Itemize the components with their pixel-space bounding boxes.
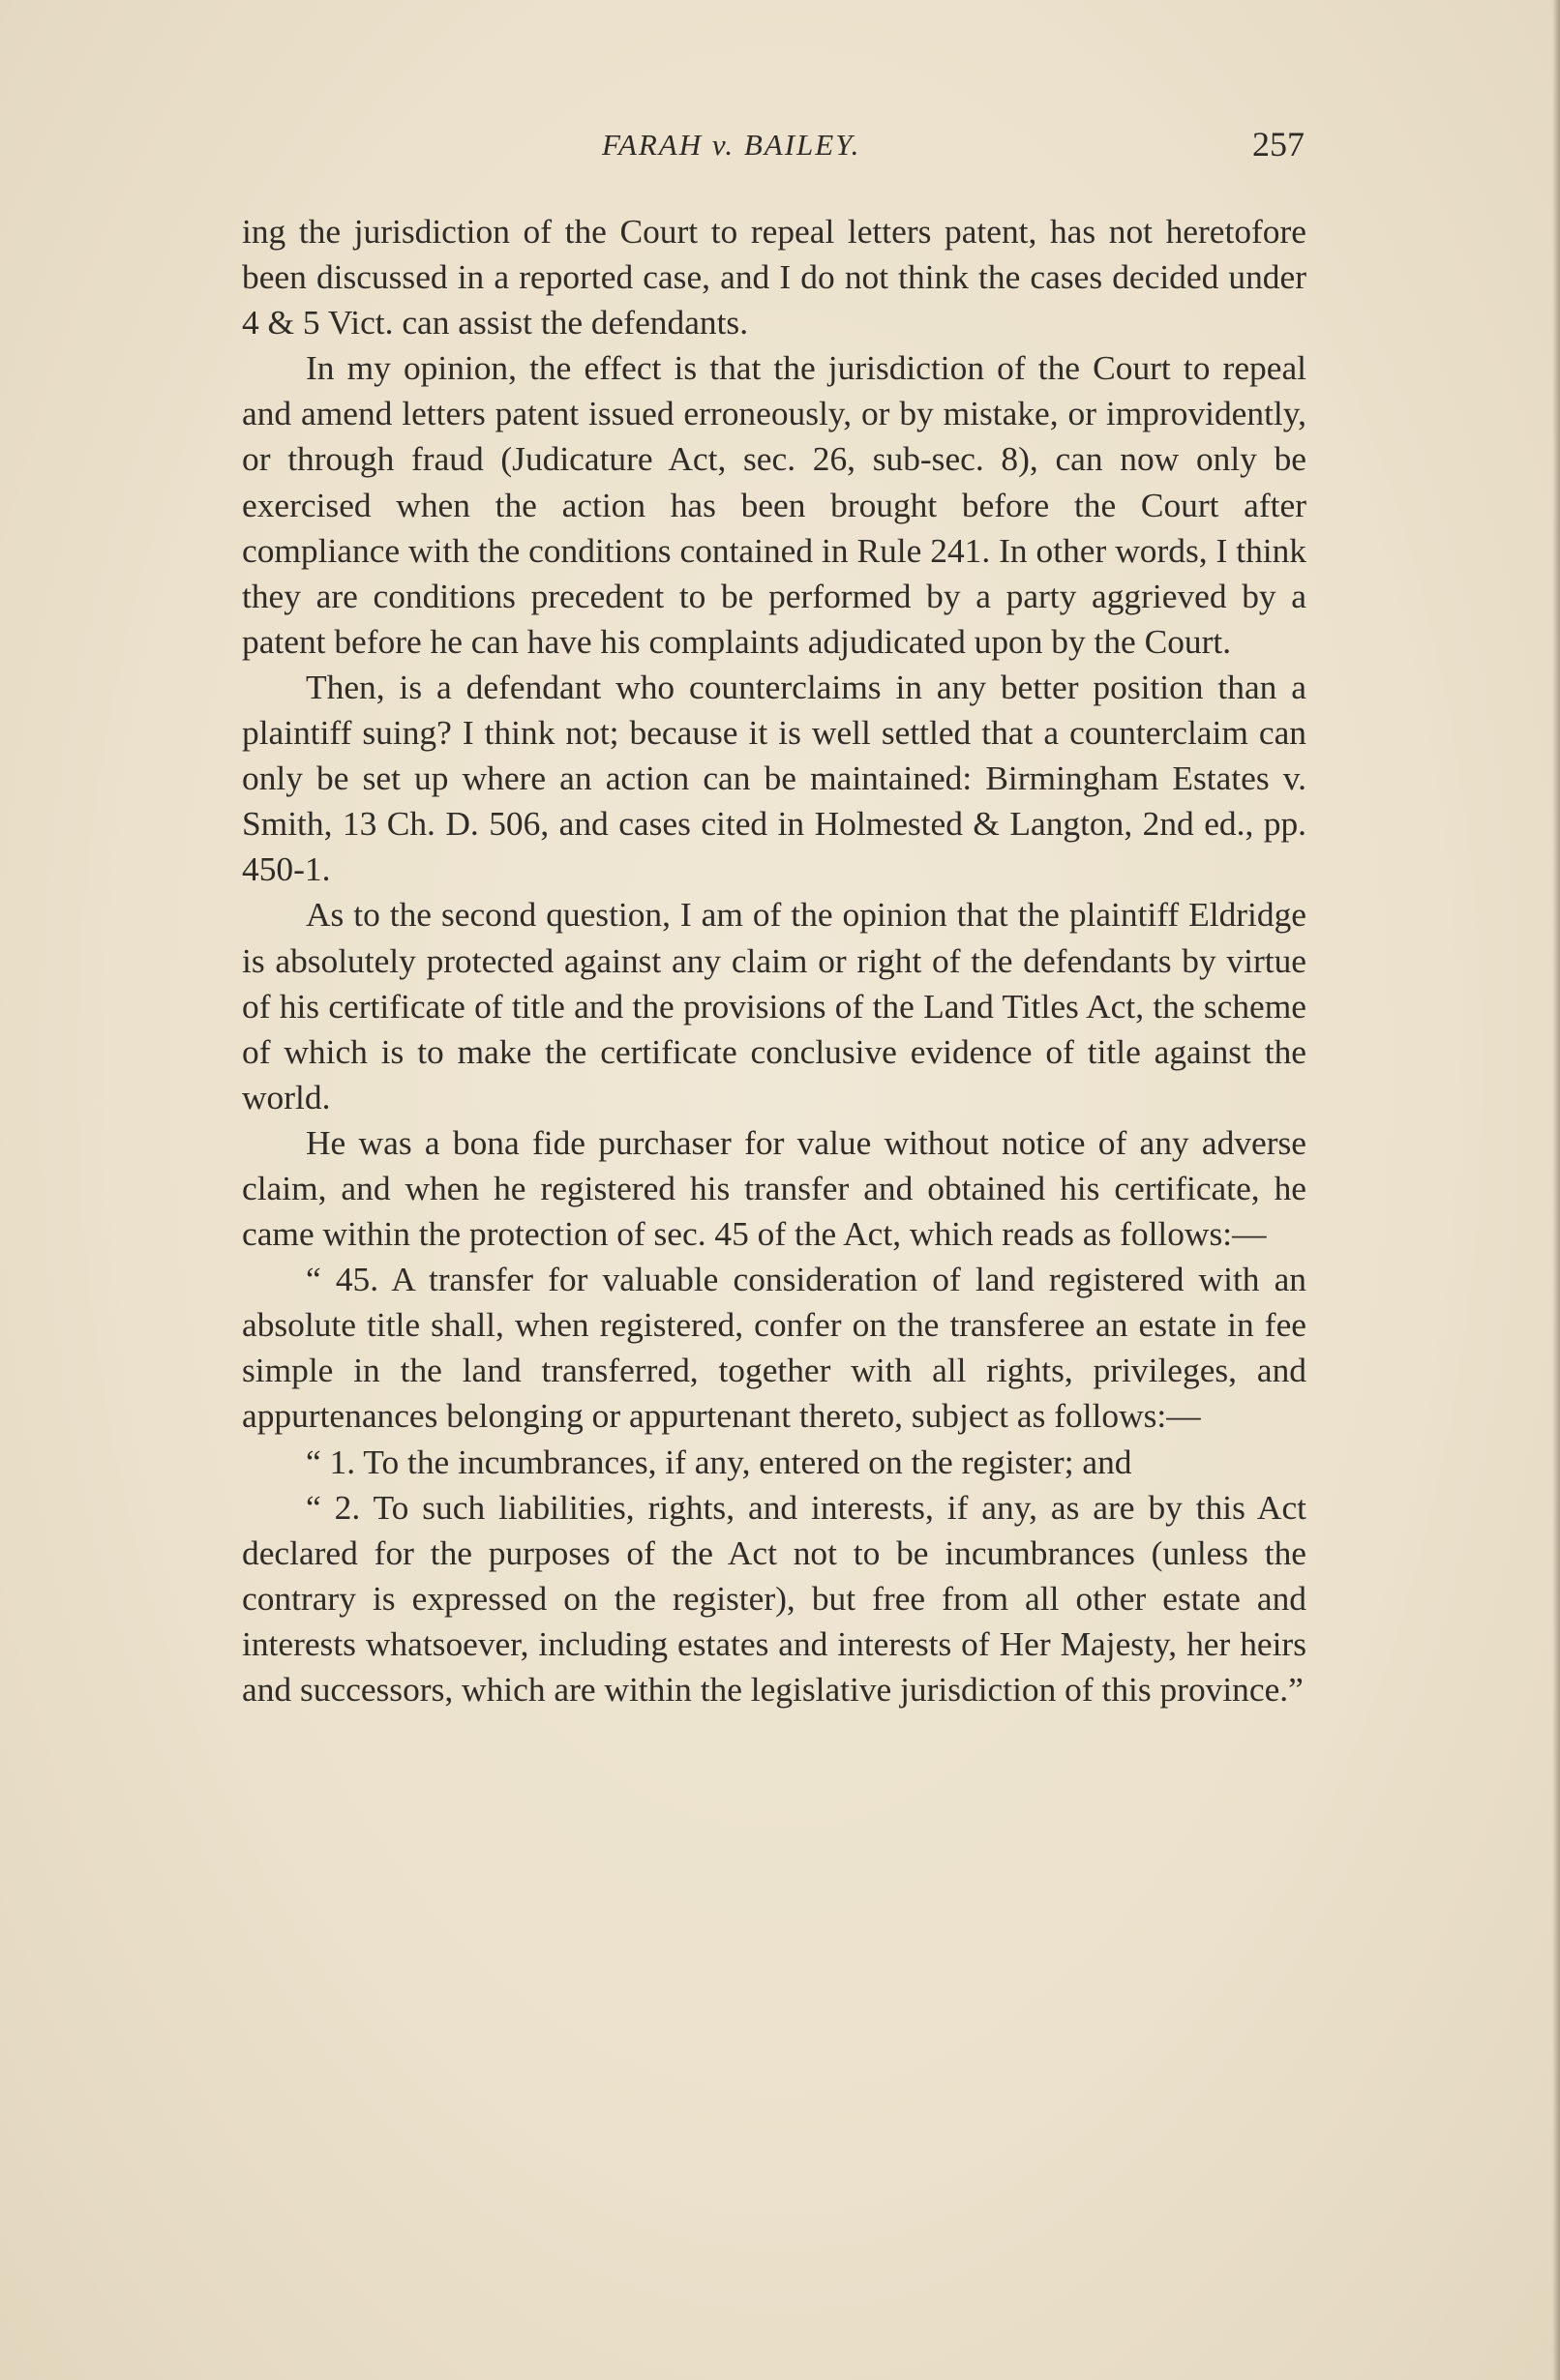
- quote-clause-2: “ 2. To such liabilities, rights, and interests, if any, as are by this Act declared for the purposes of the Act not to be incumbrances (unless the contrary is expressed on the register), but free from all other estate and interests whatsoever, including estates and interests of Her Majesty, her heirs and successors, which are within the legislative jurisdiction of this province.”: [242, 1487, 1306, 1709]
- paragraph-continuation: ing the jurisdiction of the Court to repeal letters patent, has not heretofore been discussed in a reported case, and I do not think the cases decided under 4 & 5 Vict. can assist the defendants.: [242, 212, 1306, 342]
- quote-clause-1: “ 1. To the incumbrances, if any, entered on the register; and: [306, 1442, 1132, 1481]
- page-number: 257: [1252, 125, 1305, 164]
- quote-section-45: “ 45. A transfer for valuable consideration of land registered with an absolute title shall, when registered, confer on the transferee an estate in fee simple in the land transferred, together with all rights, privileges, and appurtenances belonging or appurtenant thereto, subject as follows:—: [242, 1260, 1306, 1436]
- paragraph-counterclaim: Then, is a defendant who counterclaims in any better position than a plaintiff suing? I think not; because it is well settled that a counterclaim can only be set up where an action can be maintained: Birmingham Estates v. Smith, 13 Ch. D. 506, and cases cited in Holmested & Langton, 2nd ed., pp. 450-1.: [242, 667, 1306, 889]
- paragraph-second-question: As to the second question, I am of the opinion that the plaintiff Eldridge is absolutely protected against any claim or right of the defendants by virtue of his certificate of title and the provisions of the Land Titles Act, the scheme of which is to make the certificate conclusive evidence of title against the world.: [242, 895, 1306, 1116]
- body-text: [242, 209, 1306, 1712]
- page-header: [242, 125, 1306, 176]
- paragraph-bona-fide-purchaser: He was a bona fide purchaser for value without notice of any adverse claim, and when he registered his transfer and obtained his certificate, he came within the protection of sec. 45 of the Act, which reads as follows:—: [242, 1122, 1306, 1254]
- running-title: FARAH v. BAILEY.: [602, 128, 861, 162]
- paragraph-jurisdiction-opinion: In my opinion, the effect is that the jurisdiction of the Court to repeal and amend letters patent issued erroneously, or by mistake, or improvidently, or through fraud (Judicature Act, sec. 26, sub-sec. 8), can now only be exercised when the action has been brought before the Court after compliance with the conditions contained in Rule 241. In other words, I think they are conditions precedent to be performed by a party aggrieved by a patent before he can have his complaints adjudicated upon by the Court.: [242, 348, 1306, 661]
- page-edge-shadow: [1552, 0, 1560, 2380]
